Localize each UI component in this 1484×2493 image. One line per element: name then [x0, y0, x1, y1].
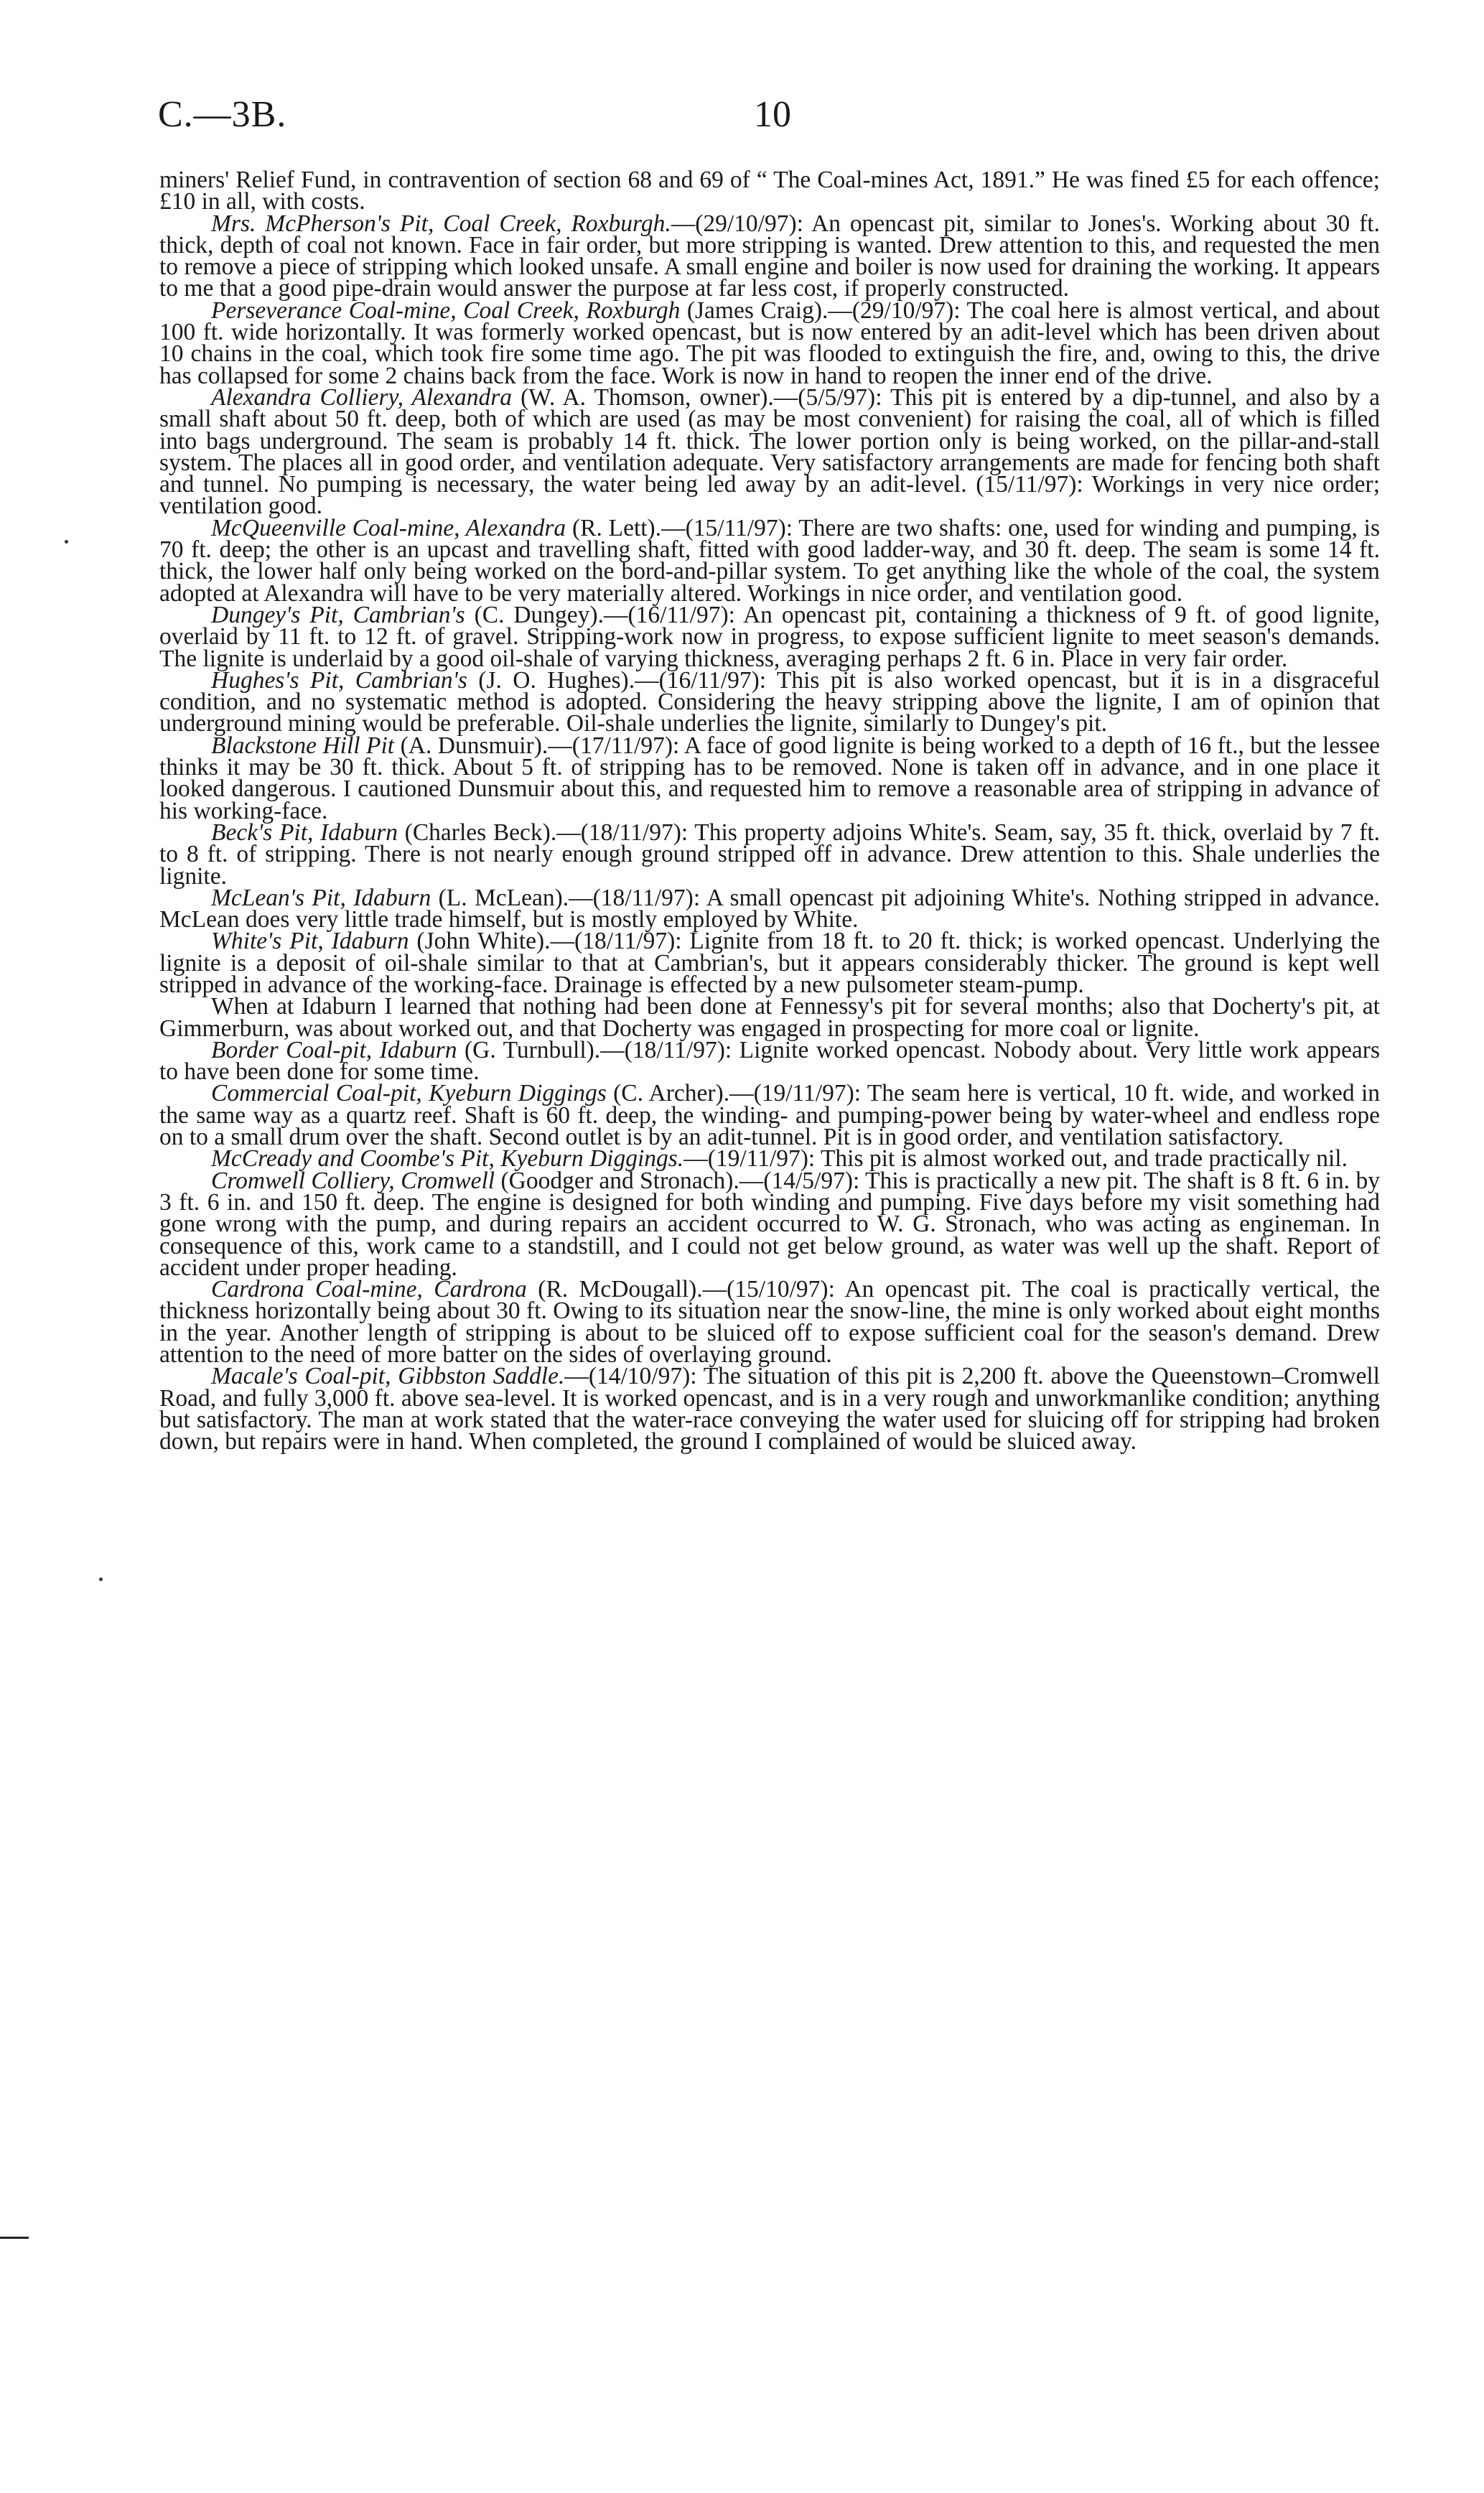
- paragraph-text: (James Craig).—(29/10/97): The coal here is almost vertical, and about 100 ft. wide horizontally. It was formerly worked opencast, but is now entered by an adit-level which has been driven about 10 chains in the coal, which took fire some time ago. The pit was flooded to extinguish the fire, and, owing to this, the drive has collapsed for some 2 chains back from the face. Work is now in hand to reopen the inner end of the drive.: [159, 297, 1380, 389]
- paragraph-blackstone-hill-pit: [159, 732, 1380, 824]
- paragraph-title: Mrs. McPherson's Pit, Coal Creek, Roxburgh.: [211, 210, 671, 237]
- paragraph-border-coal-pit: [159, 1036, 1380, 1086]
- paragraph-cardrona-coal-mine: [159, 1276, 1380, 1369]
- page-number: 10: [754, 94, 791, 135]
- paragraph-text: (C. Dungey).—(16/11/97): An opencast pit, containing a thickness of 9 ft. of good lignite, overlaid by 11 ft. to 12 ft. of gravel. Stripping-work now in progress, to expose sufficient lignite to meet season's demands. The lignite is underlaid by a good oil-shale of varying thickness, averaging perhaps 2 ft. 6 in. Place in very fair order.: [159, 601, 1380, 672]
- paragraph-cromwell-colliery: [159, 1167, 1380, 1281]
- paragraph-text: —(19/11/97): This pit is almost worked out, and trade practically nil.: [683, 1145, 1348, 1173]
- body-text: [159, 169, 1380, 1453]
- document-reference: C.—3B.: [158, 94, 287, 135]
- paragraph-dungey-pit: [159, 601, 1380, 672]
- paragraph-text: (W. A. Thomson, owner).—(5/5/97): This pit is entered by a dip-tunnel, and also by a small shaft about 50 ft. deep, both of which are used (as may be most convenient) for raising the coal, all of which is filled into bags underground. The seam is probably 14 ft. thick. The lower portion only is being worked, on the pillar-and-stall system. The places all in good order, and ventilation adequate. Very satisfactory arrangements are made for fencing both shaft and tunnel. No pumping is necessary, the water being led away by an adit-level. (15/11/97): Workings in very nice order; ventilation good.: [159, 383, 1380, 520]
- paragraph-title: Macale's Coal-pit, Gibbston Saddle.: [211, 1363, 565, 1390]
- paragraph-mcpherson-pit: [159, 210, 1380, 302]
- paragraph-title: Cromwell Colliery, Cromwell: [211, 1167, 495, 1194]
- paragraph-white-pit: [159, 928, 1380, 998]
- paragraph-text: (Charles Beck).—(18/11/97): This property adjoins White's. Seam, say, 35 ft. thick, overlaid by 7 ft. to 8 ft. of stripping. There is not nearly enough ground stripped off in advance. Drew attention to this. Shale underlies the lignite.: [159, 819, 1380, 890]
- paragraph-text: (G. Turnbull).—(18/11/97): Lignite worked opencast. Nobody about. Very little work appears to have been done for some time.: [159, 1036, 1380, 1086]
- paragraph-relief-fund: [159, 169, 1380, 213]
- paragraph-text: —(14/10/97): The situation of this pit is 2,200 ft. above the Queenstown–Cromwell Road, and fully 3,000 ft. above sea-level. It is worked opencast, and is in a very rough and unworkmanlike condition; anything but satisfactory. The man at work stated that the water-race conveying the water used for sluicing off for stripping had broken down, but repairs were in hand. When completed, the ground I complained of would be sluiced away.: [159, 1363, 1380, 1455]
- paragraph-title: McLean's Pit, Idaburn: [211, 884, 431, 911]
- paragraph-text: —(29/10/97): An opencast pit, similar to Jones's. Working about 30 ft. thick, depth of coal not known. Face in fair order, but more stripping is wanted. Drew attention to this, and requested the men to remove a piece of stripping which looked unsafe. A small engine and boiler is now used for draining the working. It appears to me that a good pipe-drain would answer the purpose at far less cost, if properly constructed.: [159, 210, 1380, 302]
- paragraph-title: McQueenville Coal-mine, Alexandra: [211, 514, 566, 541]
- paragraph-text: miners' Relief Fund, in contravention of section 68 and 69 of “ The Coal-mines Act, 1891.” He was fined £5 for each offence; £10 in all, with costs.: [159, 167, 1380, 215]
- paragraph-beck-pit: [159, 819, 1380, 890]
- margin-mark: [0, 2237, 29, 2239]
- paragraph-text: (J. O. Hughes).—(16/11/97): This pit is also worked opencast, but it is in a disgraceful condition, and no systematic method is adopted. Considering the heavy stripping above the lignite, I am of opinion that underground mining would be preferable. Oil-shale underlies the lignite, similarly to Dungey's pit.: [159, 666, 1381, 737]
- paragraph-title: Perseverance Coal-mine, Coal Creek, Roxburgh: [211, 297, 681, 324]
- paragraph-title: Commercial Coal-pit, Kyeburn Diggings: [211, 1080, 607, 1107]
- paragraph-text: (R. Lett).—(15/11/97): There are two shafts: one, used for winding and pumping, is 70 ft. deep; the other is an upcast and travelling shaft, fitted with good ladder-way, and 30 ft. deep. The seam is some 14 ft. thick, the lower half only being worked on the bord-and-pillar system. To get anything like the whole of the coal, the system adopted at Alexandra will have to be very materially altered. Workings in nice order, and ventilation good.: [159, 514, 1380, 607]
- paragraph-text: (Goodger and Stronach).—(14/5/97): This is practically a new pit. The shaft is 8 ft. 6 in. by 3 ft. 6 in. and 150 ft. deep. The engine is designed for both winding and pumping. Five days before my visit something had gone wrong with the pump, and during repairs an accident occurred to W. G. Stronach, who was acting as engineman. In consequence of this, work came to a standstill, and I could not get below ground, as water was well up the shaft. Report of accident under proper heading.: [159, 1167, 1380, 1281]
- paragraph-text: (L. McLean).—(18/11/97): A small opencast pit adjoining White's. Nothing stripped in advance. McLean does very little trade himself, but is mostly employed by White.: [159, 884, 1381, 933]
- paragraph-title: Cardrona Coal-mine, Cardrona: [211, 1276, 527, 1303]
- paragraph-text: When at Idaburn I learned that nothing had been done at Fennessy's pit for several months; also that Docherty's pit, at Gimmerburn, was about worked out, and that Docherty was engaged in prospecting for more coal or lignite.: [159, 993, 1380, 1042]
- paragraph-alexandra-colliery: [159, 383, 1380, 520]
- paragraph-title: McCready and Coombe's Pit, Kyeburn Diggings.: [211, 1145, 684, 1173]
- paragraph-title: Dungey's Pit, Cambrian's: [211, 601, 465, 628]
- paragraph-idaburn-note: [159, 993, 1380, 1042]
- paragraph-title: White's Pit, Idaburn: [211, 928, 409, 955]
- paragraph-commercial-coal-pit: [159, 1080, 1380, 1151]
- paragraph-title: Border Coal-pit, Idaburn: [211, 1036, 457, 1063]
- paragraph-mclean-pit: [159, 884, 1381, 933]
- paragraph-text: (John White).—(18/11/97): Lignite from 18 ft. to 20 ft. thick; is worked opencast. Underlying the lignite is a deposit of oil-shale similar to that at Cambrian's, but it appears considerably thicker. The ground is kept well stripped in advance of the working-face. Drainage is effected by a new pulsometer steam-pump.: [159, 928, 1380, 998]
- paragraph-hughes-pit: [159, 666, 1381, 737]
- paragraph-text: (C. Archer).—(19/11/97): The seam here is vertical, 10 ft. wide, and worked in the same way as a quartz reef. Shaft is 60 ft. deep, the winding- and pumping-power being by water-wheel and endless rope on to a small drum over the shaft. Second outlet is by an adit-tunnel. Pit is in good order, and ventilation satisfactory.: [159, 1080, 1380, 1151]
- paragraph-perseverance-coal-mine: [159, 297, 1380, 389]
- paragraph-text: (A. Dunsmuir).—(17/11/97): A face of good lignite is being worked to a depth of 16 ft., but the lessee thinks it may be 30 ft. thick. About 5 ft. of stripping has to be removed. None is taken off in advance, and in one place it looked dangerous. I cautioned Dunsmuir about this, and requested him to remove a reasonable area of stripping in advance of his working-face.: [159, 732, 1380, 824]
- paragraph-text: (R. McDougall).—(15/10/97): An opencast pit. The coal is practically vertical, the thickness horizontally being about 30 ft. Owing to its situation near the snow-line, the mine is only worked about eight months in the year. Another length of stripping is about to be sluiced off to expose sufficient coal for the season's demand. Drew attention to the need of more batter on the sides of overlaying ground.: [159, 1276, 1380, 1369]
- paragraph-title: Beck's Pit, Idaburn: [211, 819, 398, 846]
- paragraph-title: Alexandra Colliery, Alexandra: [211, 383, 513, 411]
- paragraph-title: Hughes's Pit, Cambrian's: [211, 666, 467, 694]
- margin-dot: [99, 1578, 103, 1581]
- paragraph-title: Blackstone Hill Pit: [211, 732, 395, 759]
- margin-dot: [65, 540, 68, 544]
- paragraph-mcqueenville-coal-mine: [159, 514, 1380, 607]
- paragraph-macale-coal-pit: [159, 1363, 1380, 1455]
